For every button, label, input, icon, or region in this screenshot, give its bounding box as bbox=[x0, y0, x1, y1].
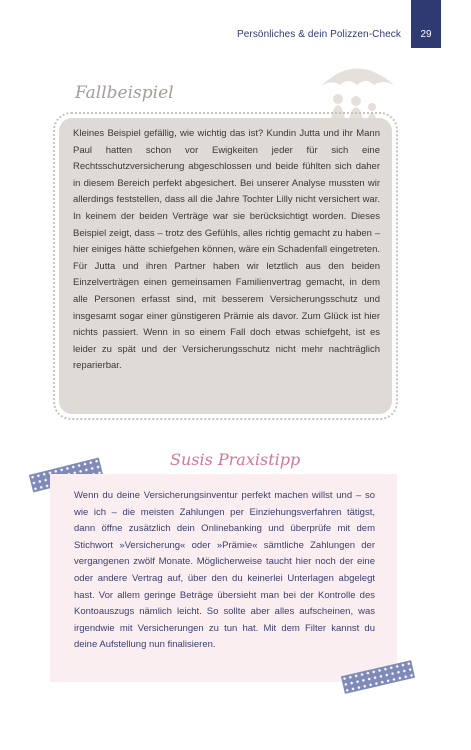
tip-box bbox=[50, 474, 397, 682]
page-number-tab bbox=[411, 0, 441, 48]
running-header-title: Persönliches & dein Polizzen-Check bbox=[236, 29, 401, 40]
tip-heading: Susis Praxistipp bbox=[170, 450, 301, 469]
example-body-text: Kleines Beispiel gefällig, wie wichtig das ist? Kundin Jutta und ihr Mann Paul hatten schon vor Ewigkeiten jeder für sich eine Rechtsschutzversicherung abgeschlossen und beide fühlten sich daher in diesem Bereich perfekt abgesichert. Bei unserer Analyse mussten wir allerdings feststellen, dass all die Jahre Tochter Lilly nicht versichert war. In keinem der beiden Verträge war sie berücksichtigt worden. Dieses Beispiel zeigt, dass – trotz des Gefühls, alles richtig gemacht zu haben – hier einiges hätte schiefgehen können, wäre ein Schadenfall eingetreten. Für Jutta und ihren Partner haben wir letztlich aus den beiden Einzelverträgen einen gemeinsamen Familienvertrag gemacht, in dem alle Personen erfasst sind, mit besserem Versicherungsschutz und insgesamt sogar einer günstigeren Prämie als davor. Zum Glück ist hier nichts passiert. Wenn in so einem Fall doch etwas schiefgeht, ist es leider zu spät und der Versicherungsschutz nicht mehr nachträglich reparierbar. bbox=[73, 128, 380, 372]
example-heading: Fallbeispiel bbox=[75, 83, 174, 103]
example-box bbox=[53, 112, 398, 420]
page-number: 29 bbox=[420, 29, 432, 40]
tip-body-text: Wenn du deine Versicherungsinventur perfekt machen willst und – so wie ich – die meisten Zahlungen per Einziehungsverfahren tätigst, dann öffne zusätzlich dein Onlinebanking und überprüfe mit dem Stichwort »Versicherung« oder »Prämie« sämtliche Zahlungen der vergangenen zwölf Monate. Möglicherweise taucht hier noch der eine oder andere Vertrag auf, über den du keinerlei Unterlagen abgelegt hast. Vor allem geringe Beträge übersieht man bei der Kontrolle des Kontoauszugs nämlich leicht. So sollte aber alles aufscheinen, was irgendwie mit Versicherungen zu tun hat. Mit dem Filter kannst du deine Aufstellung nun finalisieren. bbox=[74, 490, 375, 651]
